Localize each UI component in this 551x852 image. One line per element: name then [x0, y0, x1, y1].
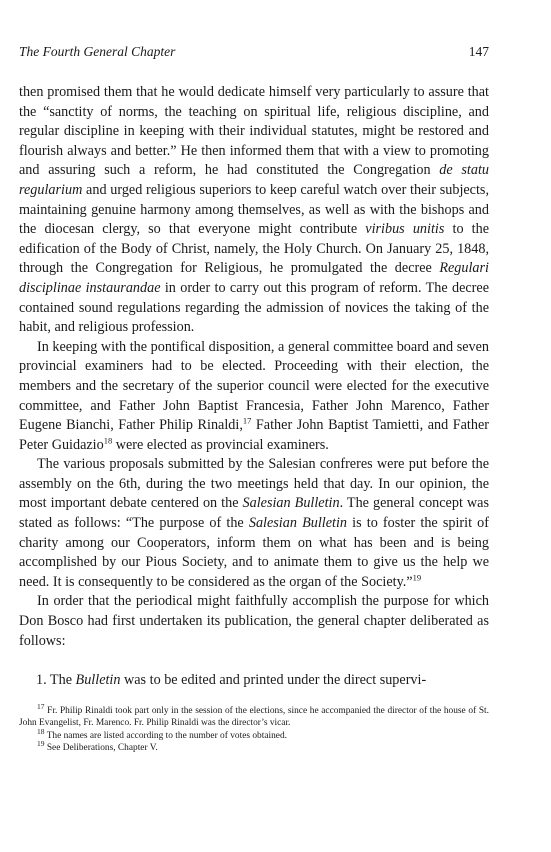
footnote-number: 17 — [37, 701, 45, 711]
italic-text: Regulari disciplinae instaurandae — [19, 260, 489, 296]
italic-text: Salesian Bulletin — [242, 495, 340, 512]
footnote-number: 19 — [37, 738, 45, 748]
footnote-text: The names are listed according to the number of votes obtained. — [46, 730, 287, 741]
paragraph — [19, 338, 489, 456]
list-item — [19, 671, 489, 691]
text-run: in order to carry out this program of reform. The decree contained sound regulations regarding the admission of novices the taking of the habit, and religious profession. — [19, 279, 490, 336]
footnote — [19, 738, 489, 754]
text-run: In keeping with the pontifical disposition, a general committee board and seven provincial examiners had to be elected. Proceeding with their election, the members and the secretary of the superior council were elected for the executive committee, and Father John Baptist Francesia, Father John Marenco, Father Eugene Bianchi, Father Philip Rinaldi, — [19, 338, 489, 434]
footnotes — [19, 701, 490, 755]
paragraph — [19, 83, 489, 338]
text-run: Father John Baptist Tamietti, and Father Peter Guidazio — [19, 417, 489, 453]
italic-text: Bulletin — [75, 672, 121, 689]
italic-text: de statu regularium — [19, 162, 490, 198]
footnote — [19, 701, 490, 730]
text-run: The various proposals submitted by the Salesian confreres were put before the assembly on the 6th, during the two meetings held that day. In our opinion, the most important debate centered on the — [19, 456, 489, 512]
footnote-reference: 19 — [412, 572, 422, 583]
paragraph — [19, 592, 489, 651]
footnote-text: See Deliberations, Chapter V. — [46, 743, 158, 754]
text-run: was to be edited and printed under the direct supervi- — [120, 672, 427, 689]
footnote-reference: 17 — [242, 415, 252, 426]
text-run: were elected as provincial examiners. — [112, 436, 329, 453]
italic-text: viribus unitis — [365, 221, 445, 238]
paragraph — [19, 455, 489, 592]
footnote-text: Fr. Philip Rinaldi took part only in the session of the elections, since he accompanied the director of the house of St. John Evangelist, Fr. Marenco. Fr. Philip Rinaldi was the director’s vicar. — [19, 705, 490, 729]
text-run: 1. The — [36, 672, 76, 689]
footnote-number: 18 — [37, 726, 45, 736]
text-run: is to foster the spirit of charity among our Cooperators, inform them on what has been and is being accomplished by our Pious Society, and to animate them to give us the help we need. It is consequently to be considered as the organ of the Society.” — [19, 515, 489, 590]
footnote-reference: 18 — [103, 434, 113, 445]
text-run: and urged religious superiors to keep careful watch over their subjects, maintaining genuine harmony among themselves, as well as with the bishops and the diocesan clergy, so that everyone might contribute — [19, 181, 489, 238]
italic-text: Salesian Bulletin — [248, 515, 347, 532]
book-page — [19, 44, 489, 754]
text-run: to the edification of the Body of Christ, namely, the Holy Church. On January 25, 1848, through the Congregation for Religious, he promulgated the decree — [19, 221, 489, 277]
text-run: then promised them that he would dedicate himself very particularly to assure that the “sanctity of norms, the teaching on spiritual life, religious discipline, and regular discipline in keeping with their individual statutes, might be restored and flourish always and better.” He then informed them that with a view to promoting and assuring such a reform, he had constituted the Congregation — [19, 84, 489, 179]
page-number: 147 — [468, 44, 489, 59]
text-run: In order that the periodical might faithfully accomplish the purpose for which Don Bosco had first undertaken its publication, the general chapter deliberated as follows: — [19, 593, 489, 649]
chapter-title: The Fourth General Chapter — [19, 44, 176, 59]
text-run: . The general concept was stated as follows: “The purpose of the — [19, 495, 489, 532]
running-head — [19, 44, 489, 64]
footnote — [19, 726, 489, 742]
body-text — [19, 83, 489, 691]
